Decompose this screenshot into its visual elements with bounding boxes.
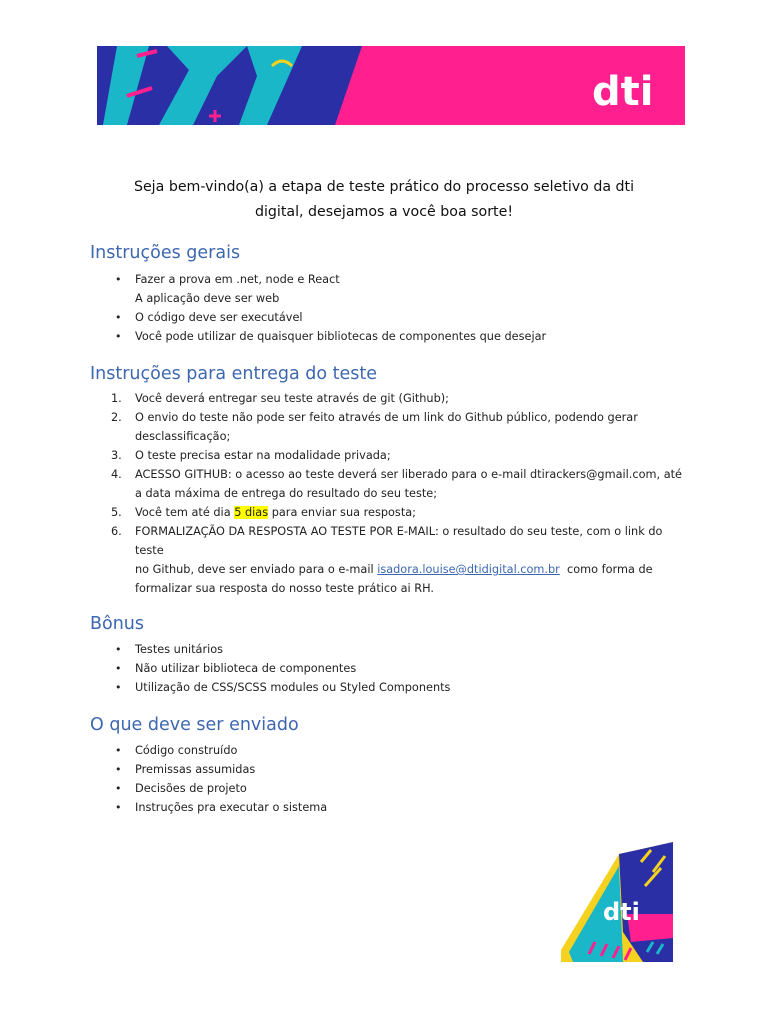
delivery-heading: Instruções para entrega do teste <box>90 364 378 384</box>
delivery-list <box>90 389 690 598</box>
corner-logo <box>561 842 673 962</box>
list-item: • Você pode utilizar de quaisquer bibliotecas de componentes que desejar <box>90 327 690 346</box>
highlighted-deadline: 5 dias <box>234 506 269 519</box>
list-item: 1. Você deverá entregar seu teste através de git (Github); <box>111 392 449 405</box>
header-banner <box>97 46 685 125</box>
corner-logo-text: dti <box>603 898 640 926</box>
intro-text <box>92 175 676 225</box>
email-link[interactable]: isadora.louise@dtidigital.com.br <box>377 563 560 576</box>
bonus-list <box>90 640 690 697</box>
list-item: 5. Você tem até dia 5 dias para enviar sua resposta; <box>111 506 416 519</box>
intro-line-1: Seja bem-vindo(a) a etapa de teste prático do processo seletivo da dti <box>133 179 635 195</box>
general-heading: Instruções gerais <box>90 243 241 263</box>
list-item: • Premissas assumidas <box>90 760 690 779</box>
list-item: 2. O envio do teste não pode ser feito através de um link do Github público, podendo gerar desclassificação; <box>111 411 638 443</box>
intro-line-2: digital, desejamos a você boa sorte! <box>254 204 514 220</box>
list-item: 6. FORMALIZAÇÃO DA RESPOSTA AO TESTE POR E-MAIL: o resultado do seu teste, com o link do teste no Github, deve ser enviado para o e-mail isadora.louise@dtidigital.com.br como forma de formalizar sua resposta do nosso teste prático ai RH. <box>111 525 663 595</box>
bonus-heading: Bônus <box>90 614 145 634</box>
list-item: • Decisões de projeto <box>90 779 690 798</box>
list-item: • Instruções pra executar o sistema <box>90 798 690 817</box>
list-item: • Testes unitários <box>90 640 690 659</box>
list-item: • Utilização de CSS/SCSS modules ou Styled Components <box>90 678 690 697</box>
list-item: • Código construído <box>90 741 690 760</box>
list-item: 4. ACESSO GITHUB: o acesso ao teste deverá ser liberado para o e-mail dtirackers@gmail.com, até a data máxima de entrega do resultado do seu teste; <box>111 468 683 500</box>
send-heading: O que deve ser enviado <box>90 715 299 735</box>
list-item: • O código deve ser executável <box>90 308 690 327</box>
general-list <box>90 270 690 346</box>
send-list <box>90 741 690 817</box>
corner-artwork <box>561 842 673 962</box>
banner-artwork <box>97 46 685 125</box>
list-item: • Fazer a prova em .net, node e React A aplicação deve ser web <box>90 270 690 308</box>
list-item: • Não utilizar biblioteca de componentes <box>90 659 690 678</box>
list-item: 3. O teste precisa estar na modalidade privada; <box>111 449 391 462</box>
banner-logo: dti <box>592 69 654 115</box>
